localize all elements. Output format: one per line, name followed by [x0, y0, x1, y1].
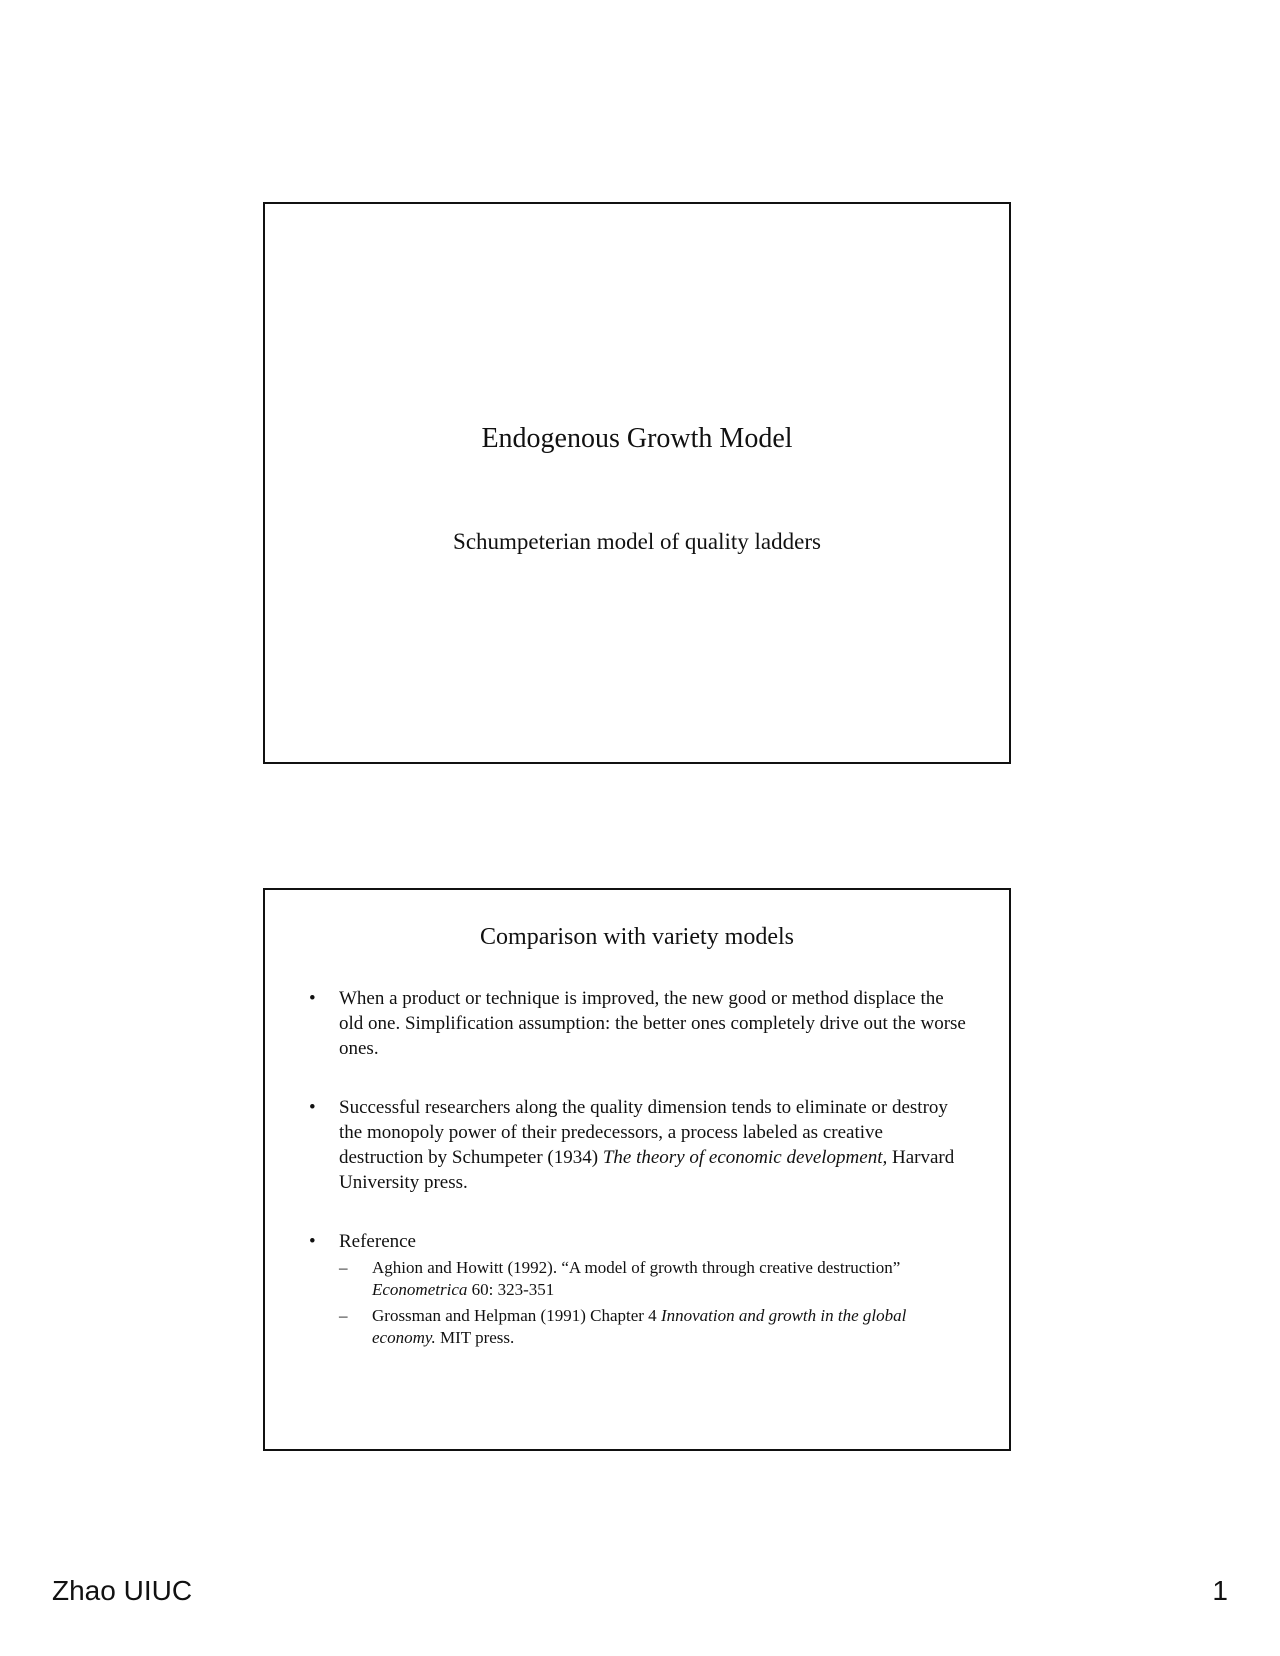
bullet-mark: • [309, 1097, 316, 1118]
bullet-text [339, 1097, 954, 1193]
bullet-mark: • [309, 988, 316, 1009]
reference-text [372, 1258, 900, 1299]
slide-1-subtitle: Schumpeterian model of quality ladders [453, 529, 821, 554]
dash-mark: – [339, 1258, 348, 1277]
slide-1-title: Endogenous Growth Model [481, 423, 793, 454]
book-title: Innovation and growth in the global economy. [372, 1306, 907, 1347]
bullet-item-creative-destruction [309, 1095, 969, 1195]
reference-item [339, 1257, 969, 1301]
reference-text-part: MIT press. [435, 1328, 515, 1347]
bullet-text-part: Successful researchers along the quality dimension tends to eliminate or destroy the monopoly power of their predecessors, a process labeled as creative destruction by Schumpeter (1934) [339, 1097, 948, 1168]
slide-2 [263, 888, 1011, 1451]
bullet-text-part: Harvard University press. [339, 1147, 955, 1193]
reference-text-part: 60: 323-351 [467, 1280, 555, 1299]
journal-title: Econometrica [372, 1280, 468, 1299]
bullet-mark: • [309, 1231, 316, 1252]
dash-mark: – [339, 1306, 348, 1325]
reference-list [339, 1257, 969, 1349]
reference-item [339, 1305, 969, 1349]
page-number: 1 [1212, 1575, 1228, 1606]
book-title: The theory of economic development, [602, 1147, 888, 1168]
bullet-item-displacement [309, 986, 969, 1061]
reference-text-part: Aghion and Howitt (1992). “A model of growth through creative destruction” [372, 1258, 901, 1277]
bullet-list [309, 986, 969, 1383]
bullet-text: When a product or technique is improved, the new good or method displace the old one. Simplification assumption: the better ones completely drive out the worse ones. [339, 988, 966, 1059]
slide-1 [263, 202, 1011, 764]
reference-label: Reference [339, 1231, 416, 1252]
reference-text-part: Grossman and Helpman (1991) Chapter 4 [372, 1306, 661, 1325]
slide-2-title: Comparison with variety models [480, 924, 794, 950]
footer-author: Zhao UIUC [52, 1575, 193, 1606]
reference-text [372, 1306, 906, 1347]
bullet-item-reference [309, 1229, 969, 1349]
